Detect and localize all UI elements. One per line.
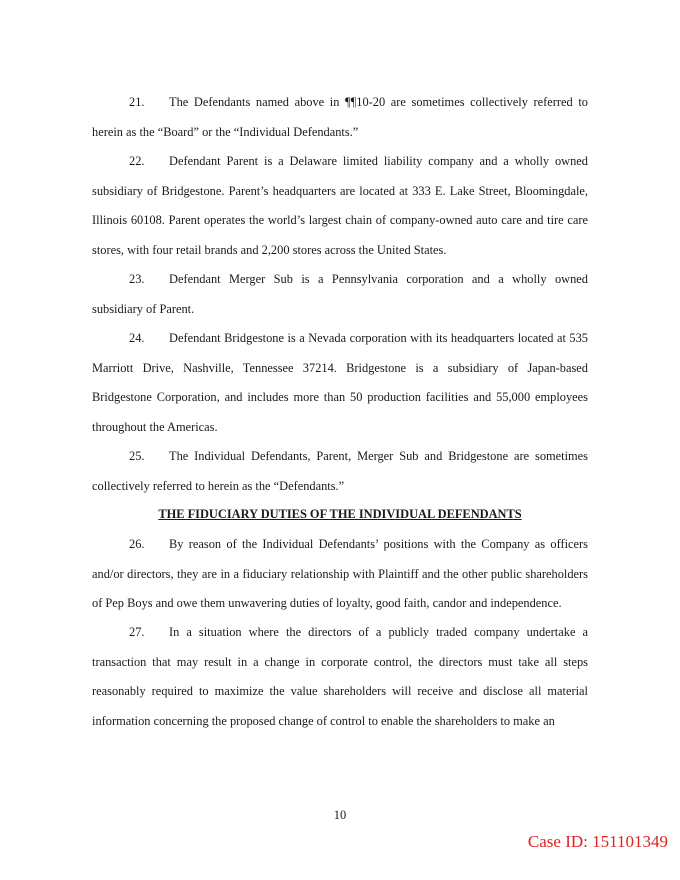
paragraph-23 <box>92 265 588 324</box>
section-heading: THE FIDUCIARY DUTIES OF THE INDIVIDUAL DEFENDANTS <box>158 507 522 521</box>
paragraph-21 <box>92 88 588 147</box>
paragraph-text: By reason of the Individual Defendants’ positions with the Company as officers and/or directors, they are in a fiduciary relationship with Plaintiff and the other public shareholders of Pep Boys and owe them unwavering duties of loyalty, good faith, candor and independence. <box>92 537 588 610</box>
paragraph-number: 27. <box>129 625 145 639</box>
paragraph-number: 26. <box>129 537 145 551</box>
paragraph-text: Defendant Parent is a Delaware limited liability company and a wholly owned subsidiary of Bridgestone. Parent’s headquarters are located at 333 E. Lake Street, Bloomingdale, Illinois 60108. Parent operates the world’s largest chain of company-owned auto care and tire care stores, with four retail brands and 2,200 stores across the United States. <box>92 154 588 257</box>
paragraph-text: The Individual Defendants, Parent, Merger Sub and Bridgestone are sometimes collectively referred to herein as the “Defendants.” <box>92 449 588 493</box>
paragraph-24 <box>92 324 588 442</box>
paragraph-text: Defendant Bridgestone is a Nevada corporation with its headquarters located at 535 Marriott Drive, Nashville, Tennessee 37214. Bridgestone is a subsidiary of Japan-based Bridgestone Corporation, and includes more than 50 production facilities and 55,000 employees throughout the Americas. <box>92 331 588 434</box>
paragraph-number: 23. <box>129 272 145 286</box>
case-id-stamp: Case ID: 151101349 <box>527 832 668 851</box>
paragraph-27 <box>92 618 588 736</box>
paragraph-text: Defendant Merger Sub is a Pennsylvania corporation and a wholly owned subsidiary of Parent. <box>92 272 588 316</box>
paragraph-text: The Defendants named above in ¶¶10-20 are sometimes collectively referred to herein as the “Board” or the “Individual Defendants.” <box>92 95 588 139</box>
paragraph-number: 25. <box>129 449 145 463</box>
paragraph-text: In a situation where the directors of a publicly traded company undertake a transaction that may result in a change in corporate control, the directors must take all steps reasonably required to maximize the value shareholders will receive and disclose all material information concerning the proposed change of control to enable the shareholders to make an <box>92 625 588 728</box>
paragraph-number: 24. <box>129 331 145 345</box>
paragraph-number: 21. <box>129 95 145 109</box>
paragraph-25 <box>92 442 588 501</box>
paragraph-26 <box>92 530 588 619</box>
page-number: 10 <box>333 808 347 822</box>
paragraph-22 <box>92 147 588 265</box>
paragraph-number: 22. <box>129 154 145 168</box>
